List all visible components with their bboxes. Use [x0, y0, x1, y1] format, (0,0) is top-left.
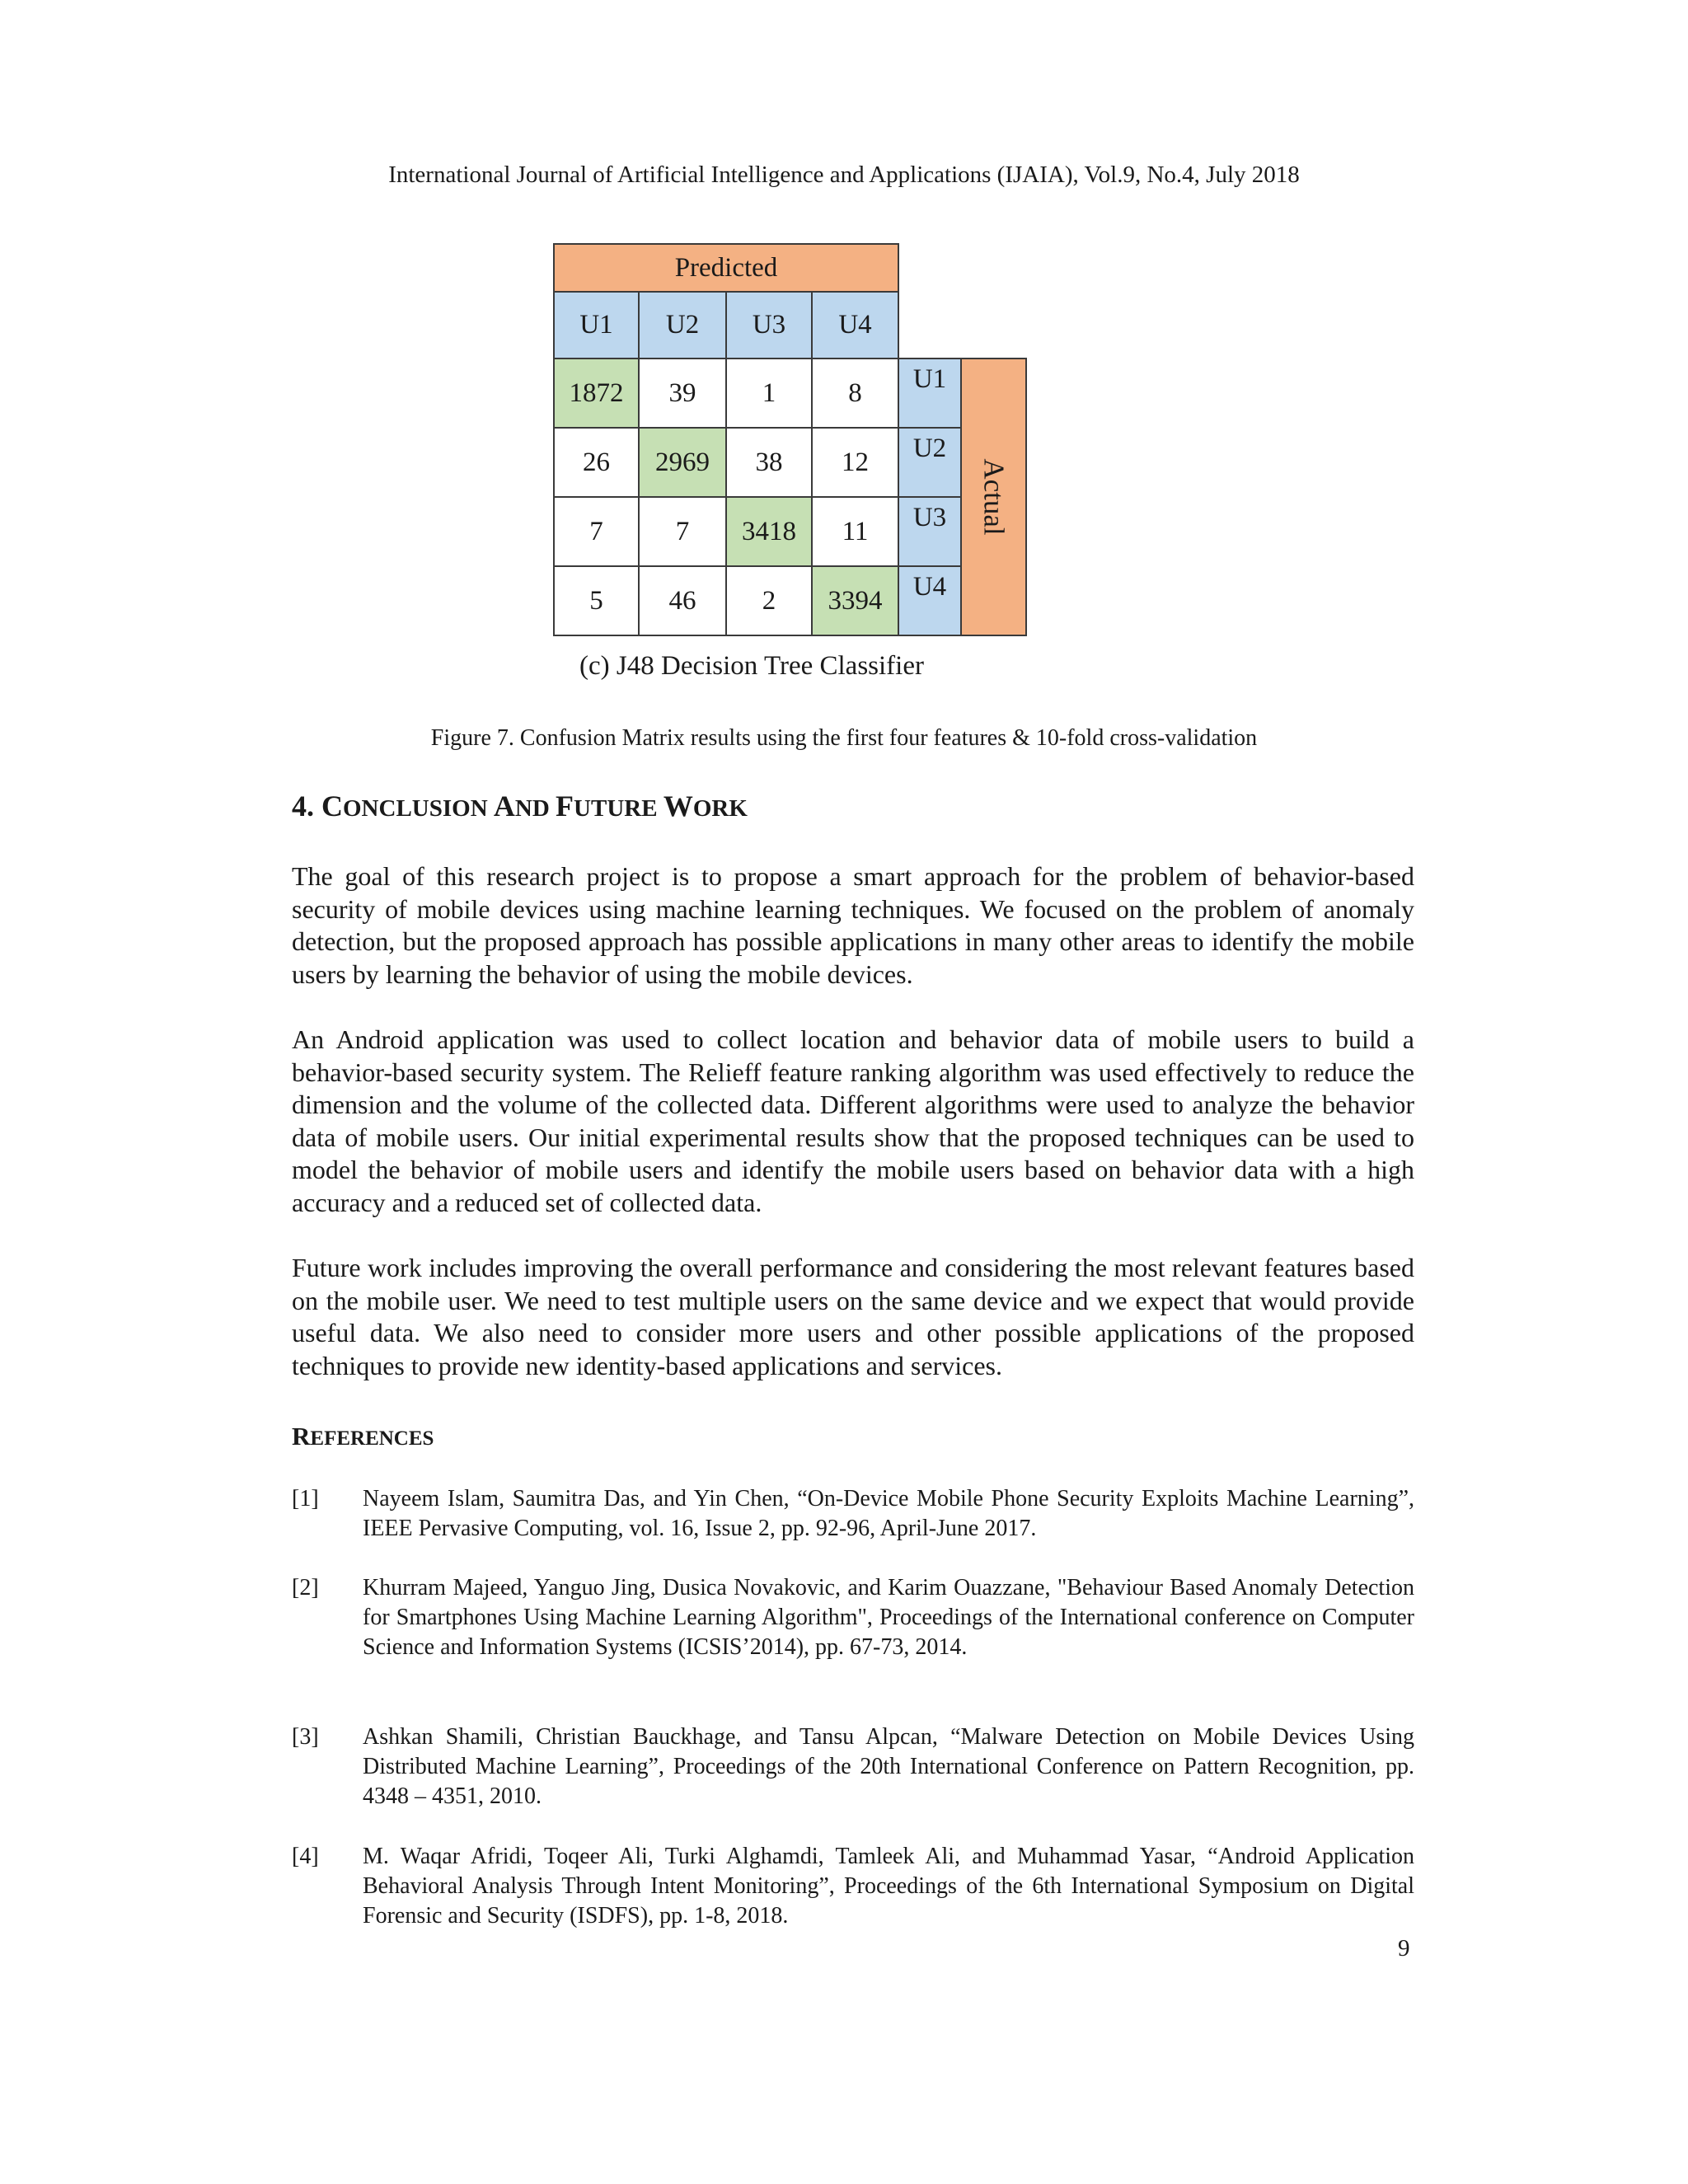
matrix-cell: 7 — [553, 496, 640, 567]
confusion-matrix — [553, 243, 1027, 636]
reference-number: [1] — [292, 1486, 319, 1511]
reference-number: [3] — [292, 1724, 319, 1750]
column-header: U4 — [811, 291, 899, 359]
matrix-cell: 1872 — [553, 358, 640, 429]
matrix-cell: 5 — [553, 565, 640, 636]
section-title-word: WORK — [663, 790, 748, 823]
actual-header — [960, 358, 1027, 636]
figure-caption: Figure 7. Confusion Matrix results using the first four features & 10-fold cross-validation — [430, 725, 1258, 751]
reference-item — [292, 1722, 1414, 1811]
matrix-cell: 26 — [553, 427, 640, 498]
section-title-word: FUTURE — [556, 790, 663, 823]
paragraph: Future work includes improving the overall performance and considering the most relevant features based on the mobile user. We need to test multiple users on the same device and we expect that would provide useful data. We also need to consider more users and other possible applications of the proposed techniques to provide new identity-based applications and services. — [292, 1253, 1414, 1380]
row-header: U2 — [898, 427, 962, 498]
section-number: 4. — [292, 790, 314, 823]
matrix-cell: 8 — [811, 358, 899, 429]
subfigure-caption: (c) J48 Decision Tree Classifier — [579, 651, 924, 681]
reference-text: Ashkan Shamili, Christian Bauckhage, and Tansu Alpcan, “Malware Detection on Mobile Devices Using Distributed Machine Learning”, Proceedings of the 20th International Conference on Pattern Recognition, pp. 4348 – 4351, 2010. — [363, 1724, 1414, 1809]
matrix-cell: 39 — [638, 358, 727, 429]
matrix-cell: 3418 — [725, 496, 813, 567]
matrix-cell: 2969 — [638, 427, 727, 498]
row-header: U4 — [898, 565, 962, 636]
reference-item — [292, 1842, 1414, 1931]
matrix-cell: 38 — [725, 427, 813, 498]
reference-number: [4] — [292, 1844, 319, 1869]
predicted-header: Predicted — [553, 243, 899, 293]
matrix-cell: 11 — [811, 496, 899, 567]
matrix-cell: 1 — [725, 358, 813, 429]
paragraph: The goal of this research project is to propose a smart approach for the problem of behavior-based security of mobile devices using machine learning techniques. We focused on the problem of anomaly detection, but the proposed approach has possible applications in many other areas to identify the mobile users by learning the behavior of using the mobile devices. — [292, 861, 1414, 989]
matrix-cell: 7 — [638, 496, 727, 567]
column-header: U2 — [638, 291, 727, 359]
matrix-cell: 12 — [811, 427, 899, 498]
reference-item — [292, 1573, 1414, 1662]
reference-number: [2] — [292, 1575, 319, 1601]
reference-text: Nayeem Islam, Saumitra Das, and Yin Chen, “On-Device Mobile Phone Security Exploits Machine Learning”, IEEE Pervasive Computing, vol. 16, Issue 2, pp. 92-96, April-June 2017. — [363, 1486, 1414, 1541]
row-header: U1 — [898, 358, 962, 429]
reference-text: M. Waqar Afridi, Toqeer Ali, Turki Alghamdi, Tamleek Ali, and Muhammad Yasar, “Android Application Behavioral Analysis Through Intent Monitoring”, Proceedings of the 6th International Symposium on Digital Forensic and Security (ISDFS), pp. 1-8, 2018. — [363, 1844, 1414, 1929]
column-header: U1 — [553, 291, 640, 359]
row-header: U3 — [898, 496, 962, 567]
paragraph: An Android application was used to collect location and behavior data of mobile users to build a behavior-based security system. The Relieff feature ranking algorithm was used effectively to reduce the dimension and the volume of the collected data. Different algorithms were used to analyze the behavior data of mobile users. Our initial experimental results show that the proposed techniques can be used to model the behavior of mobile users and identify the mobile users based on behavior data with a high accuracy and a reduced set of collected data. — [292, 1024, 1414, 1217]
matrix-cell: 3394 — [811, 565, 899, 636]
reference-text: Khurram Majeed, Yanguo Jing, Dusica Novakovic, and Karim Ouazzane, "Behaviour Based Anomaly Detection for Smartphones Using Machine Learning Algorithm", Proceedings of the International conference on Computer Science and Information Systems (ICSIS’2014), pp. 67-73, 2014. — [363, 1575, 1414, 1660]
page-number: 9 — [1398, 1935, 1410, 1961]
matrix-cell: 2 — [725, 565, 813, 636]
actual-label: Actual — [978, 458, 1010, 536]
journal-header: International Journal of Artificial Intelligence and Applications (IJAIA), Vol.9, No.4, July 2018 — [388, 162, 1300, 188]
matrix-cell: 46 — [638, 565, 727, 636]
section-title — [292, 789, 748, 823]
column-header: U3 — [725, 291, 813, 359]
section-title-word: CONCLUSION — [321, 790, 494, 823]
references-title: REFERENCES — [292, 1422, 434, 1451]
reference-item — [292, 1484, 1414, 1544]
section-title-word: AND — [493, 790, 556, 823]
